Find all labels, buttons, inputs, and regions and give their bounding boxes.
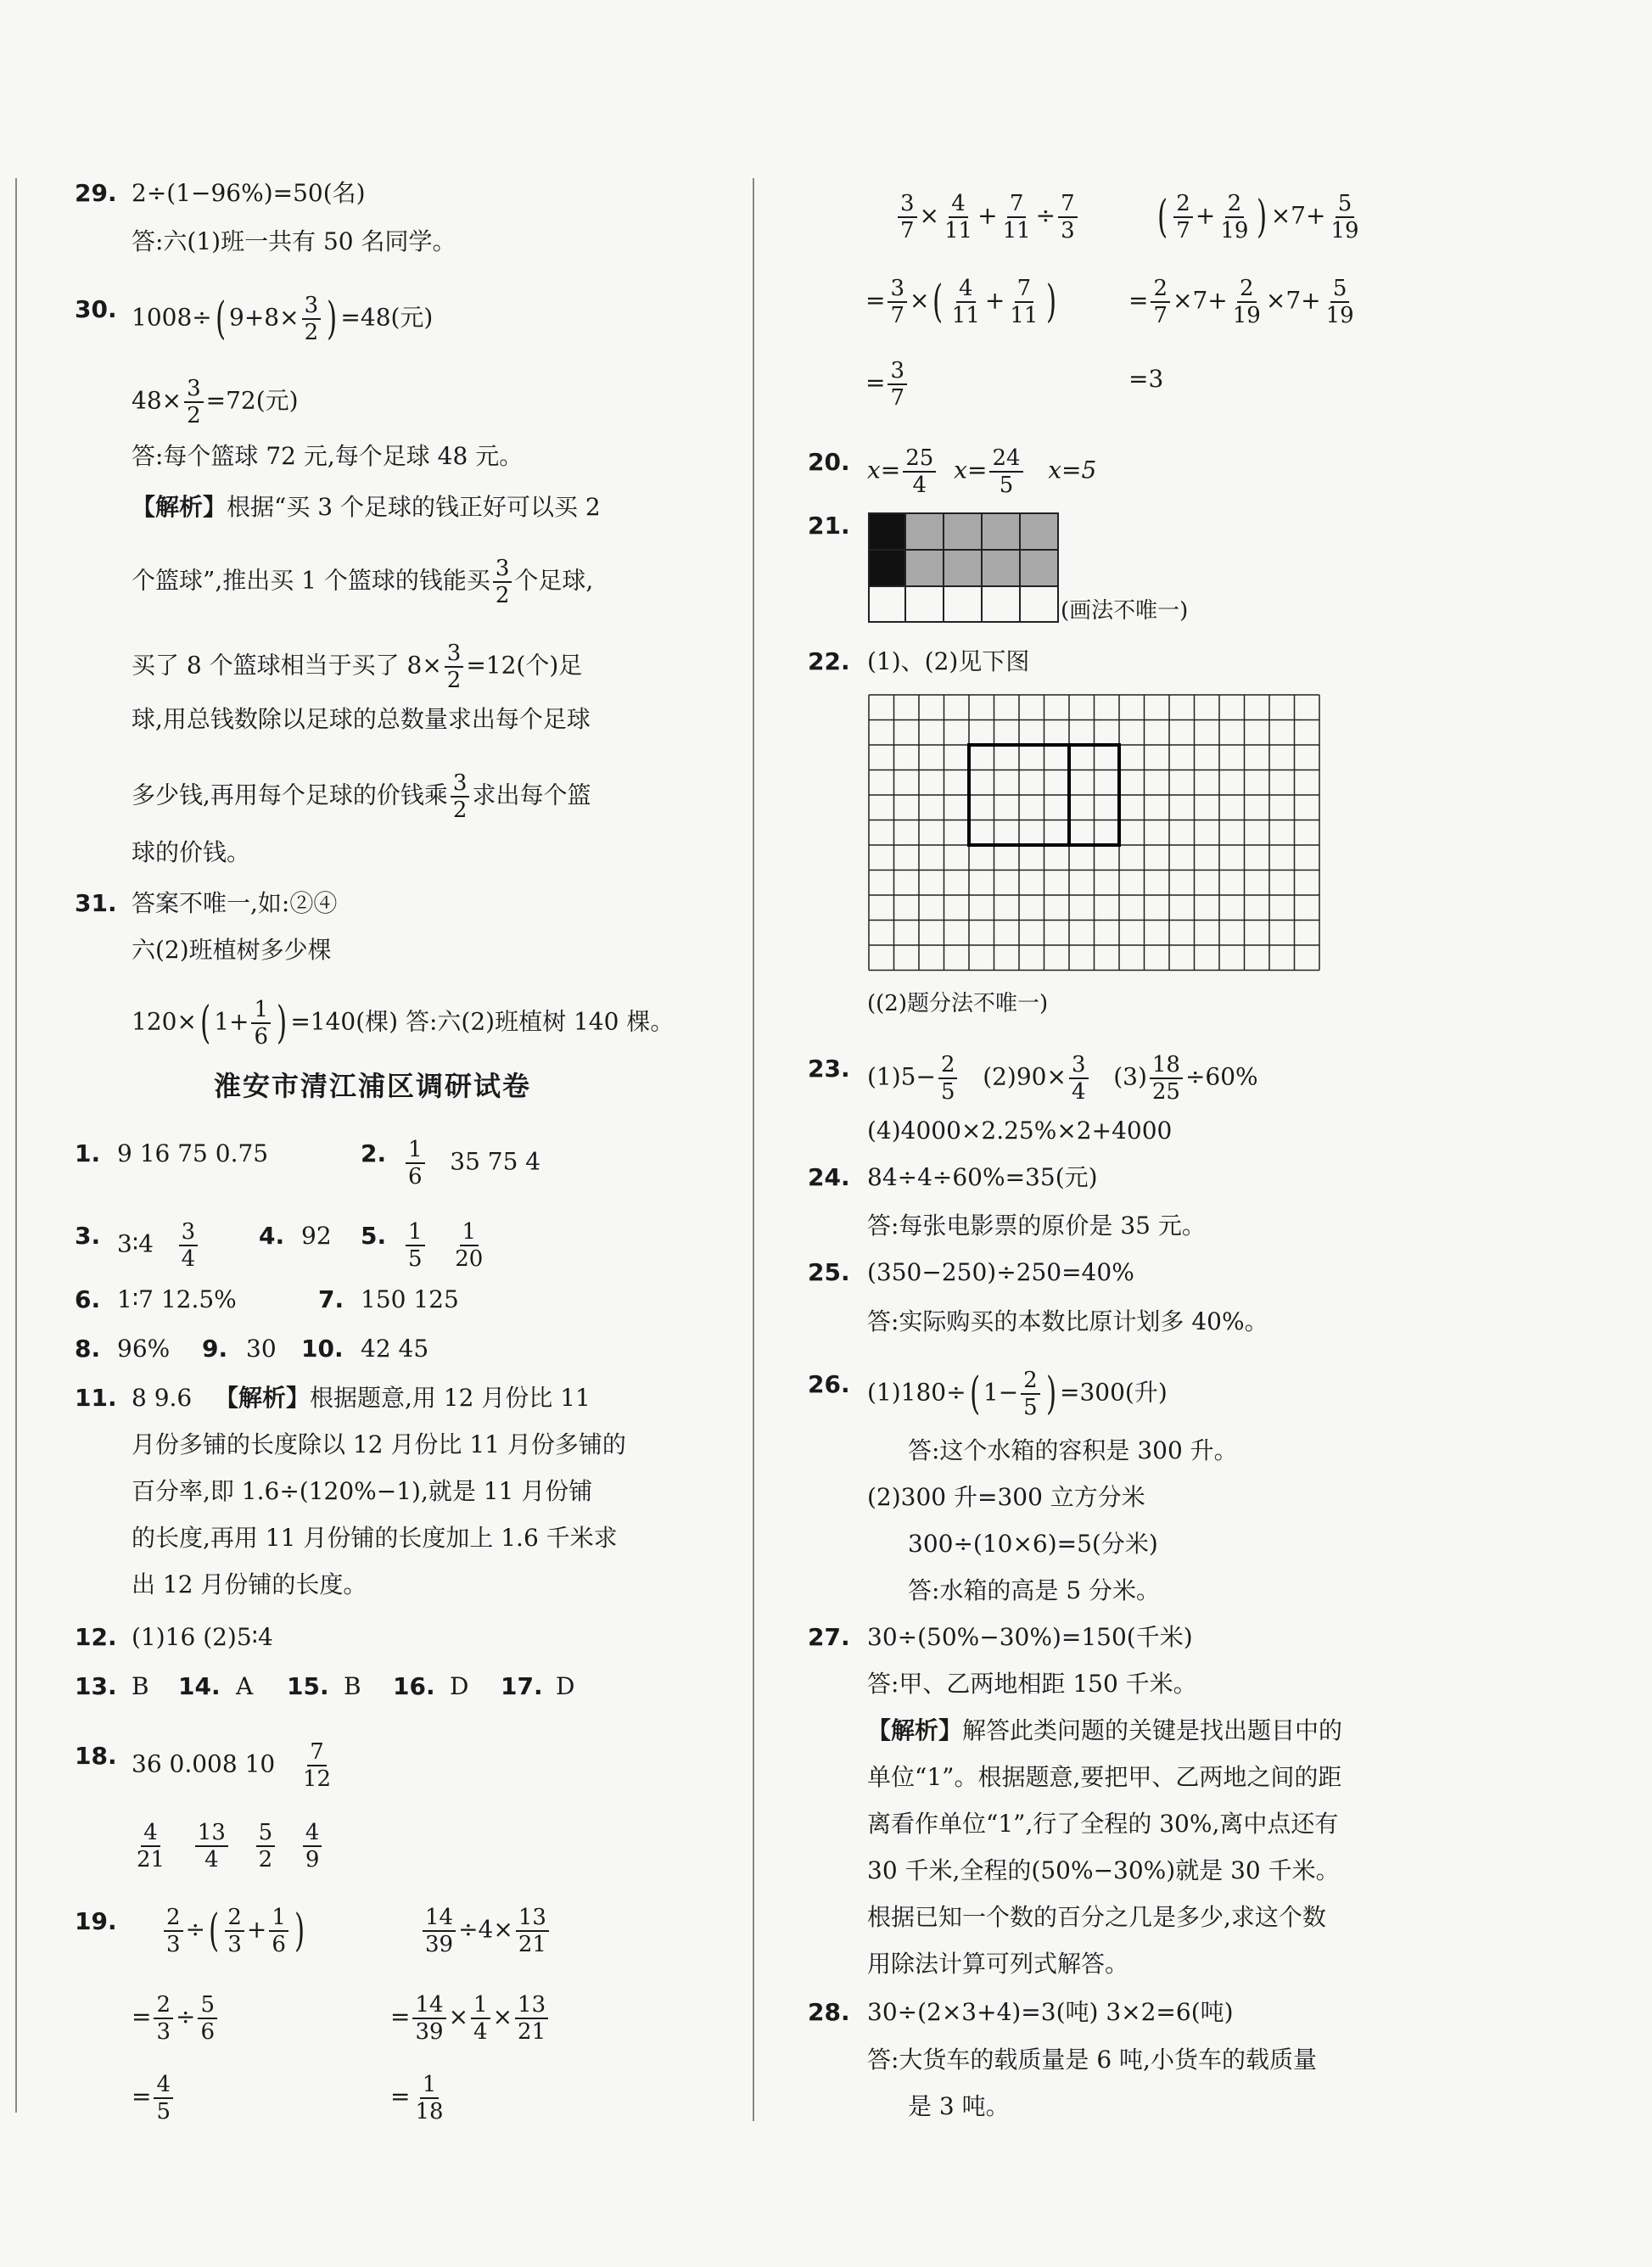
q29-number: 29.: [75, 179, 117, 207]
q27-answer: 答:甲、乙两地相距 150 千米。: [867, 1670, 1197, 1698]
q28-number: 28.: [808, 1998, 850, 2026]
q24-line1: 84÷4÷60%=35(元): [867, 1163, 1098, 1191]
q11-line1: 8 9.6 【解析】根据题意,用 12 月份比 11: [132, 1384, 591, 1412]
q19-b-line3: = $\frac{1}{18}$: [390, 2072, 444, 2124]
column-divider: [753, 178, 754, 2121]
q12-number: 12.: [75, 1623, 117, 1651]
q1-number: 1.: [75, 1139, 101, 1167]
q31-line2: 六(2)班植树多少棵: [132, 936, 332, 964]
q18-number: 18.: [75, 1742, 117, 1770]
q5-number: 5.: [361, 1222, 387, 1250]
q28-line1: 30÷(2×3+4)=3(吨) 3×2=6(吨): [867, 1998, 1234, 2026]
q19-d-line1: ( $\frac{2}{7}$ + $\frac{2}{19}$ ) ×7+ $\frac{5}{19}$: [1157, 191, 1359, 243]
q23-number: 23.: [808, 1055, 850, 1083]
q27-explain-3: 离看作单位“1”,行了全程的 30%,离中点还有: [867, 1810, 1339, 1838]
q23-line1: (1)5− $\frac{2}{5}$ (2)90× $\frac{3}{4}$ (3) $\frac{18}{25}$ ÷60%: [867, 1052, 1258, 1105]
q27-number: 27.: [808, 1623, 850, 1651]
q30-line1: 1008÷( 9+8× $\frac{3}{2}$ ) =48(元): [132, 293, 434, 345]
section-title: 淮安市清江浦区调研试卷: [214, 1070, 532, 1102]
q24-number: 24.: [808, 1163, 850, 1191]
q30-answer: 答:每个篮球 72 元,每个足球 48 元。: [132, 442, 524, 470]
q3-number: 3.: [75, 1222, 101, 1250]
q11-line5: 出 12 月份铺的长度。: [132, 1570, 367, 1598]
q27-explain-1: 【解析】解答此类问题的关键是找出题目中的: [867, 1716, 1343, 1744]
q13-answer: B: [132, 1672, 149, 1700]
fraction: $\frac{3}{2}$: [184, 376, 204, 428]
q18-line2: $\frac{4}{21}$ $\frac{13}{4}$ $\frac{5}{2}$ $\frac{4}{9}$: [132, 1820, 324, 1872]
q30-explain-6: 球的价钱。: [132, 838, 251, 866]
q19-number: 19.: [75, 1907, 117, 1935]
q1-answer: 9 16 75 0.75: [117, 1139, 269, 1167]
q7-answer: 150 125: [361, 1285, 459, 1313]
q25-answer: 答:实际购买的本数比原计划多 40%。: [867, 1307, 1268, 1335]
q26-line2: (2)300 升=300 立方分米: [867, 1483, 1145, 1511]
q19-a-line3: = $\frac{4}{5}$: [132, 2072, 176, 2124]
q22-grid: [867, 693, 1325, 973]
q22-number: 22.: [808, 647, 850, 675]
q15-number: 15.: [287, 1672, 329, 1700]
q19-c-line1: $\frac{3}{7}$ × $\frac{4}{11}$ + $\frac{7}{11}$ ÷ $\frac{7}{3}$: [895, 191, 1080, 243]
q2-number: 2.: [361, 1139, 387, 1167]
q24-answer: 答:每张电影票的原价是 35 元。: [867, 1212, 1206, 1240]
q4-answer: 92: [301, 1222, 332, 1250]
q18-line1: 36 0.008 10 $\frac{7}{12}$: [132, 1739, 332, 1792]
q25-line1: (350−250)÷250=40%: [867, 1258, 1134, 1286]
q27-explain-5: 根据已知一个数的百分之几是多少,求这个数: [867, 1903, 1326, 1931]
q19-d-line2: = $\frac{2}{7}$ ×7+ $\frac{2}{19}$ ×7+ $\frac{5}{19}$: [1128, 276, 1354, 328]
q21-number: 21.: [808, 512, 850, 540]
q30-explain-1: 【解析】根据“买 3 个足球的钱正好可以买 2: [132, 493, 601, 521]
q14-number: 14.: [178, 1672, 221, 1700]
q19-c-line3: = $\frac{3}{7}$: [865, 358, 910, 411]
q11-line4: 的长度,再用 11 月份铺的长度加上 1.6 千米求: [132, 1524, 618, 1552]
q28-answer1: 答:大货车的载质量是 6 吨,小货车的载质量: [867, 2046, 1317, 2074]
q8-number: 8.: [75, 1335, 101, 1363]
q30-explain-3: 买了 8 个篮球相当于买了 8× $\frac{3}{2}$ =12(个)足: [132, 641, 583, 693]
q11-number: 11.: [75, 1384, 117, 1412]
q21-shaded-grid: [867, 512, 1062, 626]
q4-number: 4.: [259, 1222, 285, 1250]
fraction: $\frac{3}{2}$: [302, 293, 322, 345]
q6-number: 6.: [75, 1285, 101, 1313]
q11-line3: 百分率,即 1.6÷(120%−1),就是 11 月份铺: [132, 1477, 593, 1505]
q2-answer: $\frac{1}{6}$ 35 75 4: [403, 1137, 540, 1189]
q20-answer: x= $\frac{25}{4}$ x= $\frac{24}{5}$ x=5: [867, 445, 1097, 498]
q26-answer1: 答:这个水箱的容积是 300 升。: [908, 1436, 1238, 1464]
q17-answer: D: [556, 1672, 575, 1700]
q19-a-line1: $\frac{2}{3}$ ÷( $\frac{2}{3}$ + $\frac{1}{6}$ ): [161, 1905, 308, 1957]
q19-b-line2: = $\frac{14}{39}$ × $\frac{1}{4}$ × $\frac{13}{21}$: [390, 1992, 551, 2045]
q12-answer: (1)16 (2)5∶4: [132, 1623, 273, 1651]
q19-d-line3: =3: [1128, 365, 1164, 393]
q27-explain-4: 30 千米,全程的(50%−30%)就是 30 千米。: [867, 1856, 1340, 1884]
q22-note: ((2)题分法不唯一): [867, 991, 1049, 1016]
q22-answer: (1)、(2)见下图: [867, 647, 1030, 675]
q25-number: 25.: [808, 1258, 850, 1286]
q10-number: 10.: [301, 1335, 344, 1363]
q19-c-line2: = $\frac{3}{7}$ ×( $\frac{4}{11}$ + $\frac{7}{11}$ ): [865, 276, 1057, 328]
q26-answer2: 答:水箱的高是 5 分米。: [908, 1576, 1161, 1604]
q30-number: 30.: [75, 295, 117, 323]
q30-line2: 48× $\frac{3}{2}$ =72(元): [132, 376, 299, 428]
q27-line1: 30÷(50%−30%)=150(千米): [867, 1623, 1193, 1651]
q8-answer: 96%: [117, 1335, 171, 1363]
q6-answer: 1∶7 12.5%: [117, 1285, 237, 1313]
q31-number: 31.: [75, 889, 117, 917]
q9-number: 9.: [202, 1335, 228, 1363]
q14-answer: A: [236, 1672, 254, 1700]
q29-line1: 2÷(1−96%)=50(名): [132, 179, 366, 207]
q19-a-line2: = $\frac{2}{3}$ ÷ $\frac{5}{6}$: [132, 1992, 220, 2045]
q28-answer2: 是 3 吨。: [908, 2092, 1010, 2120]
q26-number: 26.: [808, 1370, 850, 1398]
q19-b-line1: $\frac{14}{39}$ ÷4× $\frac{13}{21}$: [420, 1905, 552, 1957]
q10-answer: 42 45: [361, 1335, 429, 1363]
q30-explain-2: 个篮球”,推出买 1 个篮球的钱能买 $\frac{3}{2}$ 个足球,: [132, 556, 594, 608]
q29-answer: 答:六(1)班一共有 50 名同学。: [132, 227, 456, 255]
q30-explain-4: 球,用总钱数除以足球的总数量求出每个足球: [132, 705, 591, 733]
q31-line3: 120×( 1+ $\frac{1}{6}$ ) =140(棵) 答:六(2)班植树 140 棵。: [132, 997, 675, 1050]
q9-answer: 30: [246, 1335, 277, 1363]
q21-note: (画法不唯一): [1061, 598, 1189, 624]
left-margin-rule: [15, 178, 17, 2113]
q11-line2: 月份多铺的长度除以 12 月份比 11 月份多铺的: [132, 1430, 626, 1458]
q31-line1: 答案不唯一,如:②④: [132, 889, 338, 917]
q15-answer: B: [344, 1672, 361, 1700]
q23-line2: (4)4000×2.25%×2+4000: [867, 1117, 1173, 1145]
q20-number: 20.: [808, 448, 850, 476]
q26-line1: (1)180÷( 1− $\frac{2}{5}$ ) =300(升): [867, 1368, 1168, 1420]
q26-line3: 300÷(10×6)=5(分米): [908, 1530, 1158, 1558]
q16-number: 16.: [393, 1672, 435, 1700]
q5-answer: $\frac{1}{5}$ $\frac{1}{20}$: [403, 1219, 488, 1272]
q27-explain-2: 单位“1”。根据题意,要把甲、乙两地之间的距: [867, 1763, 1342, 1791]
q7-number: 7.: [318, 1285, 344, 1313]
q16-answer: D: [450, 1672, 469, 1700]
q13-number: 13.: [75, 1672, 117, 1700]
q17-number: 17.: [501, 1672, 543, 1700]
q30-explain-5: 多少钱,再用每个足球的价钱乘 $\frac{3}{2}$ 求出每个篮: [132, 770, 591, 823]
q27-explain-6: 用除法计算可列式解答。: [867, 1950, 1129, 1978]
q3-answer: 3∶4 $\frac{3}{4}$: [117, 1219, 200, 1272]
